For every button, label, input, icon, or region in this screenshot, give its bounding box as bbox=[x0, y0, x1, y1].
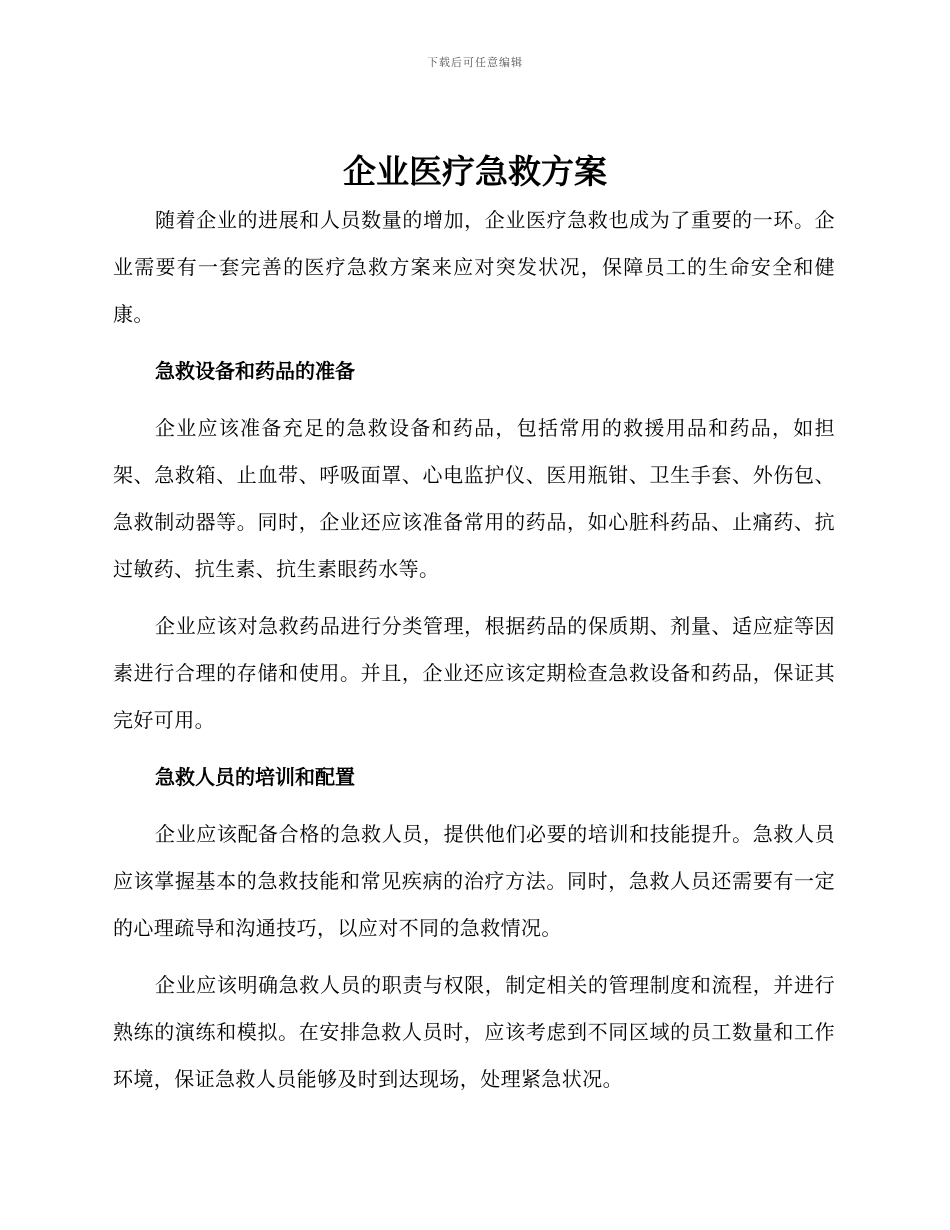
body-paragraph: 企业应该配备合格的急救人员，提供他们必要的培训和技能提升。急救人员应该掌握基本的急救技能和常见疾病的治疗方法。同时，急救人员还需要有一定的心理疏导和沟通技巧，以应对不同的急救情况。 bbox=[113, 822, 835, 940]
body-paragraph: 企业应该对急救药品进行分类管理，根据药品的保质期、剂量、适应症等因素进行合理的存储和使用。并且，企业还应该定期检查急救设备和药品，保证其完好可用。 bbox=[113, 614, 835, 732]
body-paragraph: 企业应该明确急救人员的职责与权限，制定相关的管理制度和流程，并进行熟练的演练和模拟。在安排急救人员时，应该考虑到不同区域的员工数量和工作环境，保证急救人员能够及时到达现场，处理紧急状况。 bbox=[113, 973, 835, 1091]
page-header-note: 下载后可任意编辑 bbox=[427, 56, 523, 69]
intro-paragraph: 随着企业的进展和人员数量的增加，企业医疗急救也成为了重要的一环。企业需要有一套完善的医疗急救方案来应对突发状况，保障员工的生命安全和健康。 bbox=[113, 208, 835, 326]
section-heading: 急救人员的培训和配置 bbox=[155, 765, 355, 789]
body-paragraph: 企业应该准备充足的急救设备和药品，包括常用的救援用品和药品，如担架、急救箱、止血带、呼吸面罩、心电监护仪、医用瓶钳、卫生手套、外伤包、急救制动器等。同时，企业还应该准备常用的药品，如心脏科药品、止痛药、抗过敏药、抗生素、抗生素眼药水等。 bbox=[113, 416, 835, 581]
page-title: 企业医疗急救方案 bbox=[343, 152, 607, 191]
section-equipment bbox=[113, 348, 835, 744]
section-personnel bbox=[113, 754, 835, 1103]
section-heading: 急救设备和药品的准备 bbox=[155, 359, 355, 383]
document-body bbox=[113, 197, 835, 1103]
